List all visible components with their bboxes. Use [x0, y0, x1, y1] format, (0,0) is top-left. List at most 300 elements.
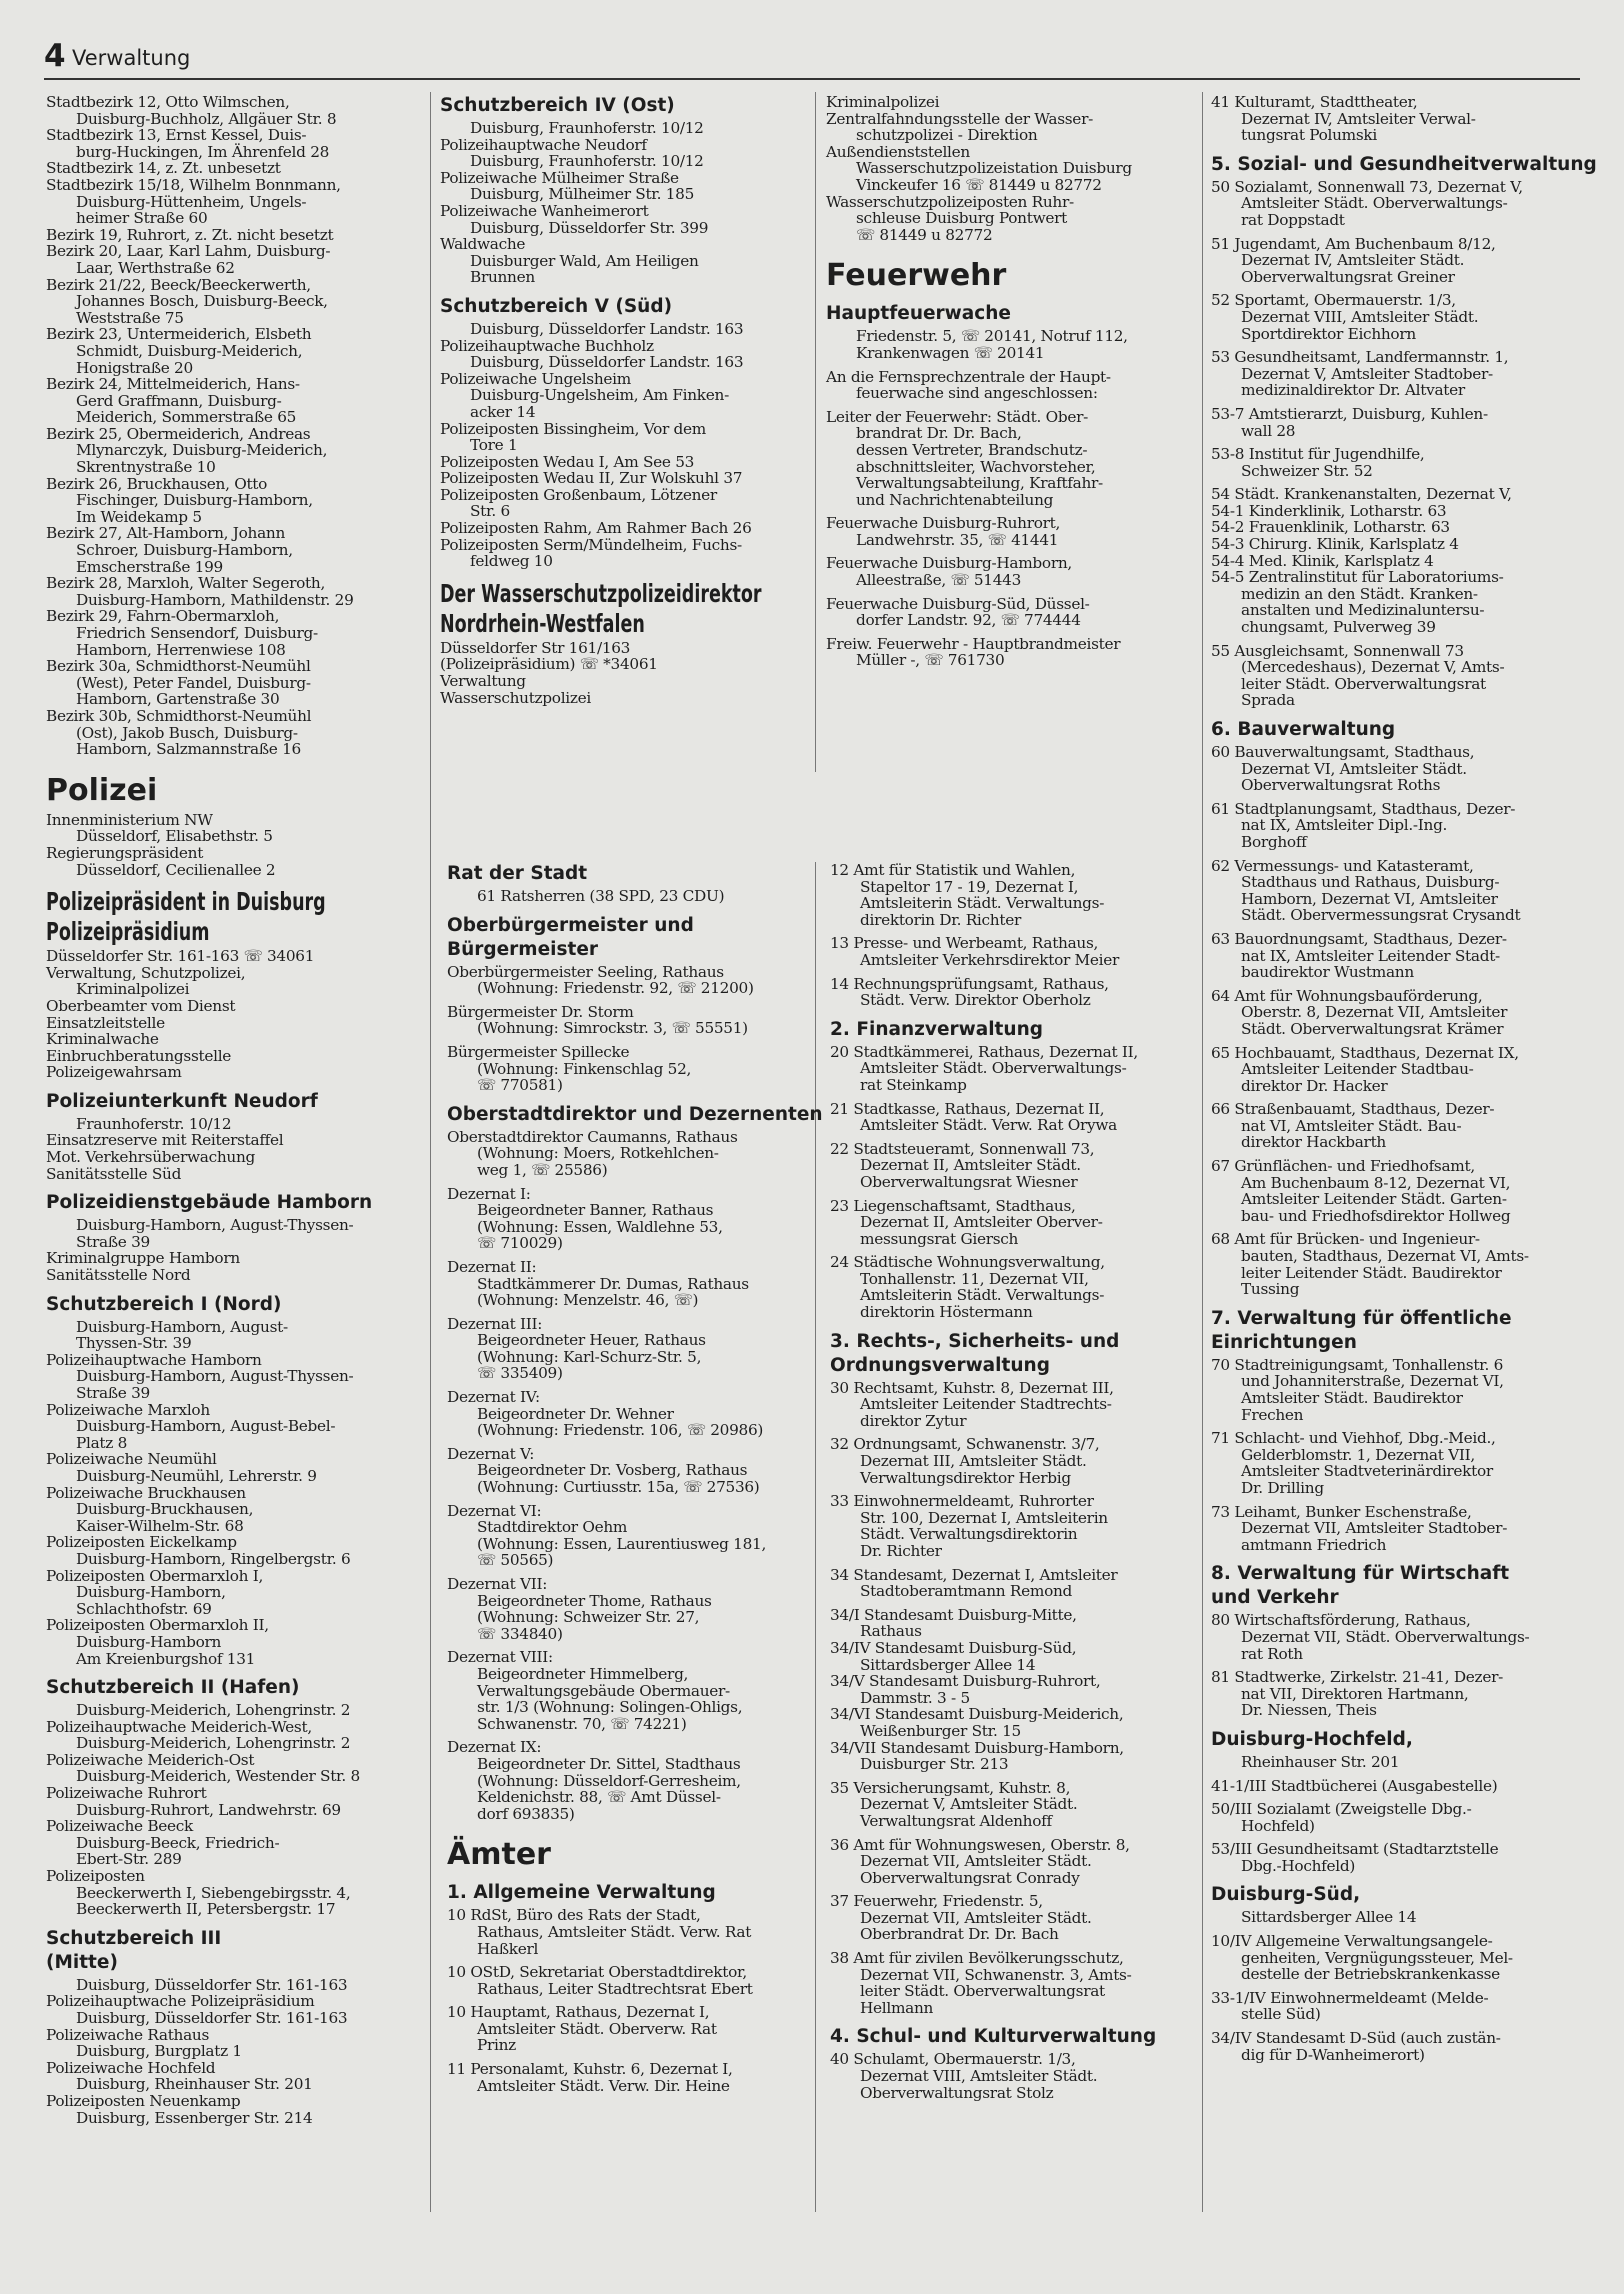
entry-continuation: (Wohnung: Friedenstr. 106, ☏ 20986)	[477, 1421, 764, 1440]
entry-continuation: Alleestraße, ☏ 51443	[856, 571, 1022, 590]
entry-continuation: brandrat Dr. Dr. Bach,	[856, 424, 1022, 443]
entry-continuation: tungsrat Polumski	[1241, 126, 1377, 145]
entry-continuation: Dbg.-Hochfeld)	[1241, 1856, 1356, 1875]
entry-continuation: Duisburg, Düsseldorfer Str. 161-163	[76, 2009, 348, 2027]
entry-line: Sanitätsstelle Nord	[46, 1266, 191, 1285]
entry-continuation: (Wohnung: Essen, Waldlehne 53,	[477, 1217, 723, 1236]
entry-continuation: Duisburg-Bruckhausen,	[76, 1500, 254, 1519]
entry-line: Polizeihauptwache Polizeipräsidium	[46, 1992, 315, 2011]
entry-continuation: Vinckeufer 16 ☏ 81449 u 82772	[856, 175, 1102, 194]
entry-line: 34/VI Standesamt Duisburg-Meiderich,	[830, 1705, 1124, 1724]
entry-continuation: Amtsleiter Städt. Oberverwaltungs-	[860, 1059, 1127, 1078]
entry-line: 33-1/IV Einwohnermeldeamt (Melde-	[1211, 1988, 1489, 2007]
entry-continuation: (Wohnung: Finkenschlag 52,	[477, 1059, 692, 1078]
entry-line: 34/IV Standesamt D-Süd (auch zustän-	[1211, 2029, 1501, 2048]
entry-continuation: Hamborn, Herrenwiese 108	[76, 640, 286, 659]
entry-continuation: Stadtoberamtmann Remond	[860, 1582, 1073, 1601]
entry-line: 54-1 Kinderklinik, Lotharstr. 63	[1211, 501, 1447, 520]
entry-continuation: leiter Städt. Oberverwaltungsrat	[1241, 674, 1486, 693]
condensed-heading: Nordrhein-Westfalen	[440, 608, 645, 638]
entry-continuation: Oberverwaltungsrat Greiner	[1241, 267, 1455, 286]
entry-continuation: direktor Zytur	[860, 1411, 967, 1430]
entry-continuation: Friedenstr. 5, ☏ 20141, Notruf 112,	[856, 327, 1128, 346]
entry-continuation: Städt. Obervermessungsrat Crysandt	[1241, 906, 1521, 925]
entry-continuation: Duisburg, Burgplatz 1	[76, 2042, 242, 2061]
entry-continuation: anstalten und Medizinaluntersu-	[1241, 601, 1485, 620]
entry-line: 54-4 Med. Klinik, Karlsplatz 4	[1211, 551, 1434, 570]
entry-continuation: bauten, Stadthaus, Dezernat VI, Amts-	[1241, 1247, 1529, 1266]
entry-continuation: dorf 693835)	[477, 1804, 575, 1823]
section-heading: und Verkehr	[1211, 1587, 1339, 1609]
entry-continuation: (Wohnung: Curtiusstr. 15a, ☏ 27536)	[477, 1478, 760, 1497]
entry-continuation: Duisburg-Hamborn, August-Thyssen-	[76, 1216, 354, 1235]
entry-line: Polizeihauptwache Hamborn	[46, 1350, 262, 1369]
entry-continuation: ☏ 50565)	[477, 1551, 554, 1570]
entry-line: Polizeihauptwache Neudorf	[440, 135, 647, 154]
entry-continuation: Verwaltungsabteilung, Kraftfahr-	[856, 474, 1103, 493]
entry-line: 38 Amt für zivilen Bevölkerungsschutz,	[830, 1949, 1124, 1968]
entry-line: 12 Amt für Statistik und Wahlen,	[830, 861, 1076, 879]
entry-line: 10 Hauptamt, Rathaus, Dezernat I,	[447, 2003, 710, 2022]
section-heading: Schutzbereich II (Hafen)	[46, 1677, 300, 1699]
entry-line: 51 Jugendamt, Am Buchenbaum 8/12,	[1211, 234, 1496, 253]
entry-continuation: Duisburg, Fraunhoferstr. 10/12	[470, 119, 704, 137]
entry-continuation: Schmidt, Duisburg-Meiderich,	[76, 341, 303, 360]
section-heading: Schutzbereich IV (Ost)	[440, 95, 675, 116]
entry-continuation: Prinz	[477, 2036, 516, 2055]
entry-line: Wasserschutzpolizeiposten Ruhr-	[826, 192, 1074, 211]
page-number: 4	[44, 38, 66, 74]
entry-line: 61 Stadtplanungsamt, Stadthaus, Dezer-	[1211, 799, 1516, 818]
entry-continuation: ☏ 770581)	[477, 1076, 563, 1095]
section-heading: 3. Rechts-, Sicherheits- und	[830, 1330, 1120, 1352]
entry-line: Stadtbezirk 13, Ernst Kessel, Duis-	[46, 126, 307, 145]
entry-continuation: weg 1, ☏ 25586)	[477, 1160, 608, 1179]
entry-line: 68 Amt für Brücken- und Ingenieur-	[1211, 1230, 1480, 1249]
entry-line: Leiter der Feuerwehr: Städt. Ober-	[826, 407, 1088, 426]
section-heading: Schutzbereich V (Süd)	[440, 295, 673, 317]
entry-line: 60 Bauverwaltungsamt, Stadthaus,	[1211, 743, 1475, 761]
entry-continuation: Rheinhauser Str. 201	[1241, 1752, 1400, 1771]
entry-line: Bürgermeister Spillecke	[447, 1042, 630, 1061]
entry-continuation: Verwaltungsgebäude Obermauer-	[477, 1681, 730, 1700]
entry-continuation: und Nachrichtenabteilung	[856, 490, 1054, 509]
entry-line: 55 Ausgleichsamt, Sonnenwall 73	[1211, 641, 1464, 660]
entry-line: Polizeiwache Rathaus	[46, 2025, 210, 2044]
entry-continuation: bau- und Friedhofsdirektor Hollweg	[1241, 1206, 1511, 1225]
entry-line: Bezirk 30a, Schmidthorst-Neumühl	[46, 657, 311, 676]
entry-line: Polizeiposten Bissingheim, Vor dem	[440, 419, 707, 438]
entry-continuation: Beigeordneter Thome, Rathaus	[477, 1591, 712, 1610]
entry-continuation: Landwehrstr. 35, ☏ 41441	[856, 530, 1059, 549]
entry-line: Oberbürgermeister Seeling, Rathaus	[447, 962, 724, 981]
entry-continuation: genheiten, Vergnügungssteuer, Mel-	[1241, 1948, 1513, 1967]
entry-line: Außendienststellen	[826, 142, 970, 161]
entry-line: 70 Stadtreinigungsamt, Tonhallenstr. 6	[1211, 1355, 1504, 1374]
entry-line: 54-5 Zentralinstitut für Laboratoriums-	[1211, 568, 1504, 587]
section-heading: Einrichtungen	[1211, 1331, 1357, 1353]
entry-continuation: Amtsleiterin Städt. Verwaltungs-	[860, 894, 1105, 913]
section-heading: 7. Verwaltung für öffentliche	[1211, 1307, 1512, 1329]
entry-continuation: ☏ 334840)	[477, 1624, 563, 1643]
entry-continuation: wall 28	[1241, 421, 1296, 440]
entry-continuation: Duisburg-Ungelsheim, Am Finken-	[470, 386, 729, 405]
entry-continuation: Beeckerwerth I, Siebengebirgsstr. 4,	[76, 1883, 351, 1902]
entry-continuation: 61 Ratsherren (38 SPD, 23 CDU)	[477, 887, 725, 905]
entry-continuation: Str. 100, Dezernat I, Amtsleiterin	[860, 1508, 1108, 1527]
entry-continuation: Dezernat II, Amtsleiter Oberver-	[860, 1213, 1103, 1232]
entry-continuation: Krankenwagen ☏ 20141	[856, 343, 1045, 362]
entry-continuation: Dr. Drilling	[1241, 1478, 1324, 1497]
entry-continuation: (Wohnung: Friedenstr. 92, ☏ 21200)	[477, 979, 754, 998]
entry-line: Waldwache	[440, 235, 526, 254]
entry-continuation: Dammstr. 3 - 5	[860, 1688, 970, 1707]
entry-line: 41 Kulturamt, Stadttheater,	[1211, 93, 1418, 111]
entry-line: 13 Presse- und Werbeamt, Rathaus,	[830, 934, 1099, 953]
entry-continuation: Duisburg-Hamborn,	[76, 1583, 226, 1602]
entry-line: Einsatzleitstelle	[46, 1013, 165, 1032]
entry-continuation: Amtsleiter Stadtveterinärdirektor	[1241, 1462, 1493, 1481]
entry-continuation: Oberverwaltungsrat Stolz	[860, 2083, 1054, 2102]
entry-line: Polizeiposten Rahm, Am Rahmer Bach 26	[440, 519, 752, 538]
section-heading: Polizeiunterkunft Neudorf	[46, 1090, 318, 1112]
entry-continuation: Sittardsberger Allee 14	[1241, 1908, 1417, 1927]
entry-line: Einbruchberatungsstelle	[46, 1046, 232, 1065]
entry-continuation: Stadtkämmerer Dr. Dumas, Rathaus	[477, 1274, 749, 1293]
entry-line: Polizeiposten Serm/Mündelheim, Fuchs-	[440, 535, 742, 554]
entry-line: 67 Grünflächen- und Friedhofsamt,	[1211, 1157, 1475, 1176]
entry-continuation: medizinaldirektor Dr. Altvater	[1241, 381, 1465, 400]
section-heading: 5. Sozial- und Gesundheitverwaltung	[1211, 153, 1597, 175]
entry-continuation: Beigeordneter Himmelberg,	[477, 1664, 689, 1683]
entry-continuation: Städt. Oberverwaltungsrat Krämer	[1241, 1019, 1504, 1038]
entry-line: Polizeiwache Bruckhausen	[46, 1483, 246, 1502]
entry-continuation: Fraunhoferstr. 10/12	[76, 1114, 232, 1133]
entry-line: Polizeiposten	[46, 1867, 145, 1886]
section-heading: Bürgermeister	[447, 938, 598, 960]
entry-continuation: str. 1/3 (Wohnung: Solingen-Ohligs,	[477, 1698, 743, 1717]
entry-continuation: Weißenburger Str. 15	[860, 1721, 1021, 1740]
entry-continuation: Oberstr. 8, Dezernat VII, Amtsleiter	[1241, 1003, 1508, 1022]
entry-continuation: Oberverwaltungsrat Conrady	[860, 1868, 1080, 1887]
entry-line: Polizeiwache Mülheimer Straße	[440, 168, 679, 187]
entry-continuation: Amtsleiter Städt. Baudirektor	[1241, 1389, 1463, 1407]
entry-continuation: Hamborn, Dezernat VI, Amtsleiter	[1241, 889, 1498, 908]
entry-continuation: medizin an den Städt. Kranken-	[1241, 584, 1478, 603]
entry-continuation: Dezernat VIII, Amtsleiter Städt.	[1241, 307, 1479, 326]
entry-line: 73 Leihamt, Bunker Eschenstraße,	[1211, 1502, 1472, 1521]
entry-line: Dezernat II:	[447, 1257, 537, 1276]
entry-continuation: Beigeordneter Banner, Rathaus	[477, 1201, 714, 1220]
entry-continuation: rat Roth	[1241, 1644, 1303, 1663]
entry-continuation: Friedrich Sensendorf, Duisburg-	[76, 624, 318, 642]
entry-line: 36 Amt für Wohnungswesen, Oberstr. 8,	[830, 1835, 1130, 1854]
entry-line: Verwaltung	[440, 672, 526, 691]
entry-continuation: Fischinger, Duisburg-Hamborn,	[76, 491, 313, 510]
entry-line: 50/III Sozialamt (Zweigstelle Dbg.-	[1211, 1800, 1472, 1819]
entry-line: Dezernat I:	[447, 1184, 531, 1203]
entry-continuation: Duisburg-Ruhrort, Landwehrstr. 69	[76, 1800, 341, 1819]
entry-continuation: Brunnen	[470, 268, 535, 287]
entry-continuation: Am Buchenbaum 8-12, Dezernat VI,	[1241, 1173, 1511, 1192]
entry-line: Bezirk 25, Obermeiderich, Andreas	[46, 424, 311, 443]
entry-continuation: heimer Straße 60	[76, 209, 208, 228]
entry-continuation: Duisburger Wald, Am Heiligen	[470, 251, 699, 270]
entry-continuation: Städt. Verw. Direktor Oberholz	[860, 991, 1091, 1010]
entry-continuation: chungsamt, Pulverweg 39	[1241, 618, 1436, 637]
entry-continuation: Dezernat VIII, Amtsleiter Städt.	[860, 2067, 1098, 2086]
entry-line: 63 Bauordnungsamt, Stadthaus, Dezer-	[1211, 929, 1507, 948]
entry-continuation: Städt. Verwaltungsdirektorin	[860, 1525, 1078, 1544]
section-heading: 1. Allgemeine Verwaltung	[447, 1882, 716, 1904]
entry-line: Dezernat V:	[447, 1444, 535, 1463]
entry-continuation: Hochfeld)	[1241, 1816, 1315, 1835]
entry-continuation: (Wohnung: Menzelstr. 46, ☏)	[477, 1291, 699, 1310]
entry-line: 65 Hochbauamt, Stadthaus, Dezernat IX,	[1211, 1043, 1519, 1062]
entry-line: 33 Einwohnermeldeamt, Ruhrorter	[830, 1492, 1094, 1511]
entry-continuation: (Mercedeshaus), Dezernat V, Amts-	[1241, 658, 1505, 677]
entry-continuation: Gerd Graffmann, Duisburg-	[76, 391, 282, 410]
entry-line: Kriminalwache	[46, 1030, 159, 1049]
entry-line: Feuerwache Duisburg-Süd, Düssel-	[826, 594, 1090, 613]
entry-continuation: Duisburg, Mülheimer Str. 185	[470, 185, 695, 204]
entry-continuation: Oberbrandrat Dr. Dr. Bach	[860, 1925, 1059, 1944]
section-heading: Hauptfeuerwache	[826, 303, 1011, 325]
entry-continuation: direktor Dr. Hacker	[1241, 1076, 1388, 1095]
entry-continuation: Sprada	[1241, 691, 1295, 710]
entry-continuation: Weststraße 75	[76, 308, 184, 327]
entry-continuation: Am Kreienburgshof 131	[76, 1649, 256, 1668]
entry-continuation: dessen Vertreter, Brandschutz-	[856, 440, 1088, 459]
section-heading: 8. Verwaltung für Wirtschaft	[1211, 1563, 1510, 1585]
entry-continuation: (West), Peter Fandel, Duisburg-	[76, 673, 311, 692]
section-heading: Rat der Stadt	[447, 863, 588, 884]
entry-line: Bezirk 23, Untermeiderich, Elsbeth	[46, 325, 312, 344]
entry-continuation: Dezernat VII, Amtsleiter Stadtober-	[1241, 1519, 1508, 1538]
entry-continuation: Dezernat VII, Städt. Oberverwaltungs-	[1241, 1627, 1530, 1646]
entry-continuation: Dezernat V, Amtsleiter Städt.	[860, 1795, 1078, 1814]
entry-continuation: (Wohnung: Essen, Laurentiusweg 181,	[477, 1534, 767, 1553]
entry-continuation: Dr. Richter	[860, 1542, 942, 1560]
entry-continuation: Beigeordneter Dr. Vosberg, Rathaus	[477, 1461, 748, 1480]
column-2-top	[440, 94, 810, 706]
entry-continuation: Schwanenstr. 70, ☏ 74221)	[477, 1714, 687, 1733]
column-4	[1211, 93, 1597, 2064]
entry-continuation: Borghoff	[1241, 832, 1307, 851]
entry-continuation: Dezernat III, Amtsleiter Städt.	[860, 1452, 1087, 1471]
entry-continuation: direktor Hackbarth	[1241, 1133, 1386, 1152]
entry-continuation: feuerwache sind angeschlossen:	[856, 384, 1098, 403]
entry-line: 64 Amt für Wohnungsbauförderung,	[1211, 986, 1483, 1005]
entry-continuation: (Wohnung: Düsseldorf-Gerresheim,	[477, 1771, 741, 1790]
entry-continuation: ☏ 710029)	[477, 1234, 563, 1253]
entry-line: 14 Rechnungsprüfungsamt, Rathaus,	[830, 974, 1109, 993]
entry-continuation: Str. 6	[470, 502, 510, 521]
entry-continuation: ☏ 335409)	[477, 1364, 563, 1383]
entry-continuation: baudirektor Wustmann	[1241, 963, 1414, 982]
entry-line: Polizeiwache Marxloh	[46, 1400, 210, 1419]
entry-line: Stadtbezirk 14, z. Zt. unbesetzt	[46, 159, 281, 178]
entry-line: Feuerwache Duisburg-Hamborn,	[826, 554, 1072, 573]
entry-line: Polizeiwache Hochfeld	[46, 2058, 216, 2077]
entry-line: Bürgermeister Dr. Storm	[447, 1002, 634, 1021]
entry-continuation: destelle der Betriebskrankenkasse	[1241, 1965, 1500, 1984]
entry-line: 10/IV Allgemeine Verwaltungsangele-	[1211, 1932, 1493, 1951]
entry-continuation: (Wohnung: Karl-Schurz-Str. 5,	[477, 1347, 702, 1366]
entry-continuation: Tore 1	[470, 436, 518, 455]
entry-continuation: nat IX, Amtsleiter Leitender Stadt-	[1241, 946, 1500, 965]
section-heading: Schutzbereich I (Nord)	[46, 1293, 282, 1315]
entry-continuation: Stadtdirektor Oehm	[477, 1518, 628, 1537]
entry-continuation: Amtsleiter Städt. Oberverw. Rat	[477, 2019, 717, 2038]
running-title: Verwaltung	[72, 46, 191, 70]
entry-line: Bezirk 27, Alt-Hamborn, Johann	[46, 524, 286, 543]
entry-continuation: Dezernat VII, Amtsleiter Städt.	[860, 1908, 1092, 1927]
column-divider-2	[815, 92, 816, 772]
entry-line: Bezirk 28, Marxloh, Walter Segeroth,	[46, 574, 326, 593]
entry-line: 52 Sportamt, Obermauerstr. 1/3,	[1211, 291, 1456, 310]
entry-line: Innenministerium NW	[46, 810, 213, 829]
entry-continuation: Schweizer Str. 52	[1241, 461, 1373, 480]
entry-continuation: Wasserschutzpolizeistation Duisburg	[856, 159, 1132, 178]
entry-continuation: Beigeordneter Heuer, Rathaus	[477, 1331, 706, 1350]
entry-continuation: Müller -, ☏ 761730	[856, 651, 1005, 670]
column-divider-4	[815, 862, 816, 2212]
entry-continuation: Düsseldorf, Elisabethstr. 5	[76, 827, 273, 846]
entry-line: Polizeiposten Eickelkamp	[46, 1533, 237, 1552]
entry-continuation: acker 14	[470, 402, 536, 421]
condensed-heading: Der Wasserschutzpolizeidirektor	[440, 578, 762, 608]
entry-line: Zentralfahndungsstelle der Wasser-	[826, 109, 1093, 128]
entry-line: Stadtbezirk 15/18, Wilhelm Bonnmann,	[46, 175, 341, 194]
entry-continuation: Oberverwaltungsrat Wiesner	[860, 1172, 1078, 1191]
section-heading: 4. Schul- und Kulturverwaltung	[830, 2026, 1157, 2048]
entry-line: Düsseldorfer Str. 161-163 ☏ 34061	[46, 947, 315, 966]
entry-continuation: dorfer Landstr. 92, ☏ 774444	[856, 611, 1081, 630]
section-heading: Oberstadtdirektor und Dezernenten	[447, 1103, 823, 1125]
entry-line: Dezernat IV:	[447, 1388, 540, 1407]
entry-continuation: Gelderblomstr. 1, Dezernat VII,	[1241, 1445, 1475, 1464]
entry-continuation: Amtsleiter Städt. Verw. Rat Orywa	[860, 1116, 1117, 1135]
entry-line: Polizeiwache Beeck	[46, 1817, 194, 1836]
entry-continuation: Schlachthofstr. 69	[76, 1599, 212, 1618]
major-heading: Ämter	[447, 1837, 551, 1873]
entry-continuation: Johannes Bosch, Duisburg-Beeck,	[76, 292, 328, 311]
entry-continuation: (Ost), Jakob Busch, Duisburg-	[76, 723, 298, 742]
entry-line: 10 OStD, Sekretariat Oberstadtdirektor,	[447, 1963, 747, 1982]
entry-continuation: direktorin Höstermann	[860, 1303, 1033, 1322]
entry-continuation: Duisburg, Düsseldorfer Str. 399	[470, 218, 709, 237]
entry-continuation: Straße 39	[76, 1384, 150, 1402]
entry-continuation: abschnittsleiter, Wachvorsteher,	[856, 457, 1096, 476]
entry-continuation: Duisburg-Meiderich, Westender Str. 8	[76, 1767, 360, 1786]
entry-line: 24 Städtische Wohnungsverwaltung,	[830, 1253, 1105, 1272]
entry-line: 32 Ordnungsamt, Schwanenstr. 3/7,	[830, 1435, 1100, 1454]
entry-continuation: Duisburger Str. 213	[860, 1755, 1009, 1774]
entry-continuation: Verwaltungsrat Aldenhoff	[860, 1811, 1052, 1830]
entry-continuation: Dezernat VII, Schwanenstr. 3, Amts-	[860, 1965, 1132, 1984]
entry-continuation: Verwaltungsdirektor Herbig	[860, 1468, 1071, 1487]
entry-continuation: nat IX, Amtsleiter Dipl.-Ing.	[1241, 816, 1448, 835]
entry-line: Polizeiposten Großenbaum, Lötzener	[440, 485, 717, 504]
entry-continuation: Beeckerwerth II, Petersbergstr. 17	[76, 1900, 336, 1919]
entry-line: Verwaltung, Schutzpolizei,	[46, 963, 246, 982]
entry-line: 23 Liegenschaftsamt, Stadthaus,	[830, 1196, 1076, 1215]
column-divider-1	[430, 92, 431, 2212]
entry-continuation: Amtsleiter Verkehrsdirektor Meier	[860, 950, 1120, 969]
entry-continuation: Amtsleiter Leitender Stadtbau-	[1241, 1060, 1474, 1079]
entry-line: Wasserschutzpolizei	[440, 688, 591, 707]
entry-line: 34/VII Standesamt Duisburg-Hamborn,	[830, 1738, 1124, 1757]
entry-continuation: Duisburg, Düsseldorfer Landstr. 163	[470, 353, 744, 372]
entry-line: Regierungspräsident	[46, 843, 204, 862]
entry-continuation: Dezernat VI, Amtsleiter Städt.	[1241, 759, 1467, 778]
entry-line: Kriminalgruppe Hamborn	[46, 1249, 240, 1268]
entry-line: Oberstadtdirektor Caumanns, Rathaus	[447, 1127, 738, 1146]
entry-line: 34 Standesamt, Dezernat I, Amtsleiter	[830, 1565, 1118, 1584]
entry-line: Bezirk 26, Bruckhausen, Otto	[46, 474, 268, 493]
entry-line: 37 Feuerwehr, Friedenstr. 5,	[830, 1892, 1043, 1911]
entry-line: Sanitätsstelle Süd	[46, 1164, 182, 1183]
section-heading: Oberbürgermeister und	[447, 914, 694, 936]
entry-line: 10 RdSt, Büro des Rats der Stadt,	[447, 1906, 701, 1925]
entry-line: Polizeiposten Obermarxloh I,	[46, 1566, 264, 1585]
entry-continuation: nat VII, Direktoren Hartmann,	[1241, 1684, 1469, 1703]
entry-continuation: Duisburg, Essenberger Str. 214	[76, 2108, 313, 2127]
entry-continuation: Hamborn, Gartenstraße 30	[76, 690, 280, 709]
entry-line: Polizeigewahrsam	[46, 1063, 182, 1082]
section-heading: Duisburg-Hochfeld,	[1211, 1728, 1413, 1750]
entry-continuation: Laar, Werthstraße 62	[76, 258, 235, 277]
entry-line: Dezernat VII:	[447, 1575, 548, 1593]
entry-continuation: rat Doppstadt	[1241, 210, 1345, 229]
entry-continuation: Düsseldorf, Cecilienallee 2	[76, 860, 276, 879]
entry-continuation: Amtsleiter Städt. Oberverwaltungs-	[1241, 194, 1508, 213]
condensed-heading: Polizeipräsident in Duisburg	[46, 887, 326, 917]
entry-continuation: Honigstraße 20	[76, 358, 193, 377]
entry-continuation: Hellmann	[860, 1998, 934, 2017]
entry-continuation: leiter Städt. Oberverwaltungsrat	[860, 1982, 1105, 2001]
entry-continuation: Stadthaus und Rathaus, Duisburg-	[1241, 873, 1500, 892]
condensed-heading: Polizeipräsidium	[46, 917, 210, 947]
column-3-bottom	[830, 862, 1196, 2101]
entry-line: Polizeiposten Obermarxloh II,	[46, 1616, 269, 1635]
entry-continuation: Emscherstraße 199	[76, 557, 223, 576]
entry-line: 11 Personalamt, Kuhstr. 6, Dezernat I,	[447, 2060, 733, 2079]
entry-continuation: Tonhallenstr. 11, Dezernat VII,	[860, 1269, 1089, 1288]
entry-line: 62 Vermessungs- und Katasteramt,	[1211, 856, 1474, 875]
entry-line: An die Fernsprechzentrale der Haupt-	[826, 367, 1111, 386]
entry-continuation: Amtsleiter Städt. Verw. Dir. Heine	[477, 2076, 730, 2095]
major-heading: Feuerwehr	[826, 258, 1007, 294]
entry-continuation: Dr. Niessen, Theis	[1241, 1701, 1377, 1720]
entry-continuation: stelle Süd)	[1241, 2005, 1321, 2024]
entry-continuation: Frechen	[1241, 1405, 1304, 1424]
entry-line: 53/III Gesundheitsamt (Stadtarztstelle	[1211, 1840, 1499, 1859]
entry-continuation: Platz 8	[76, 1433, 128, 1452]
entry-continuation: Tussing	[1241, 1280, 1300, 1299]
entry-continuation: direktorin Dr. Richter	[860, 910, 1021, 929]
entry-continuation: Duisburg-Neumühl, Lehrerstr. 9	[76, 1466, 317, 1485]
entry-continuation: dig für D-Wanheimerort)	[1241, 2045, 1425, 2064]
entry-line: Bezirk 19, Ruhrort, z. Zt. nicht besetzt	[46, 225, 334, 244]
entry-continuation: Duisburg-Hamborn, August-Thyssen-	[76, 1367, 354, 1386]
entry-line: 54 Städt. Krankenanstalten, Dezernat V,	[1211, 485, 1512, 504]
entry-line: 21 Stadtkasse, Rathaus, Dezernat II,	[830, 1099, 1105, 1118]
entry-continuation: Duisburg-Meiderich, Lohengrinstr. 2	[76, 1701, 351, 1720]
entry-continuation: Duisburg-Meiderich, Lohengrinstr. 2	[76, 1734, 351, 1753]
entry-continuation: (Wohnung: Schweizer Str. 27,	[477, 1608, 700, 1627]
